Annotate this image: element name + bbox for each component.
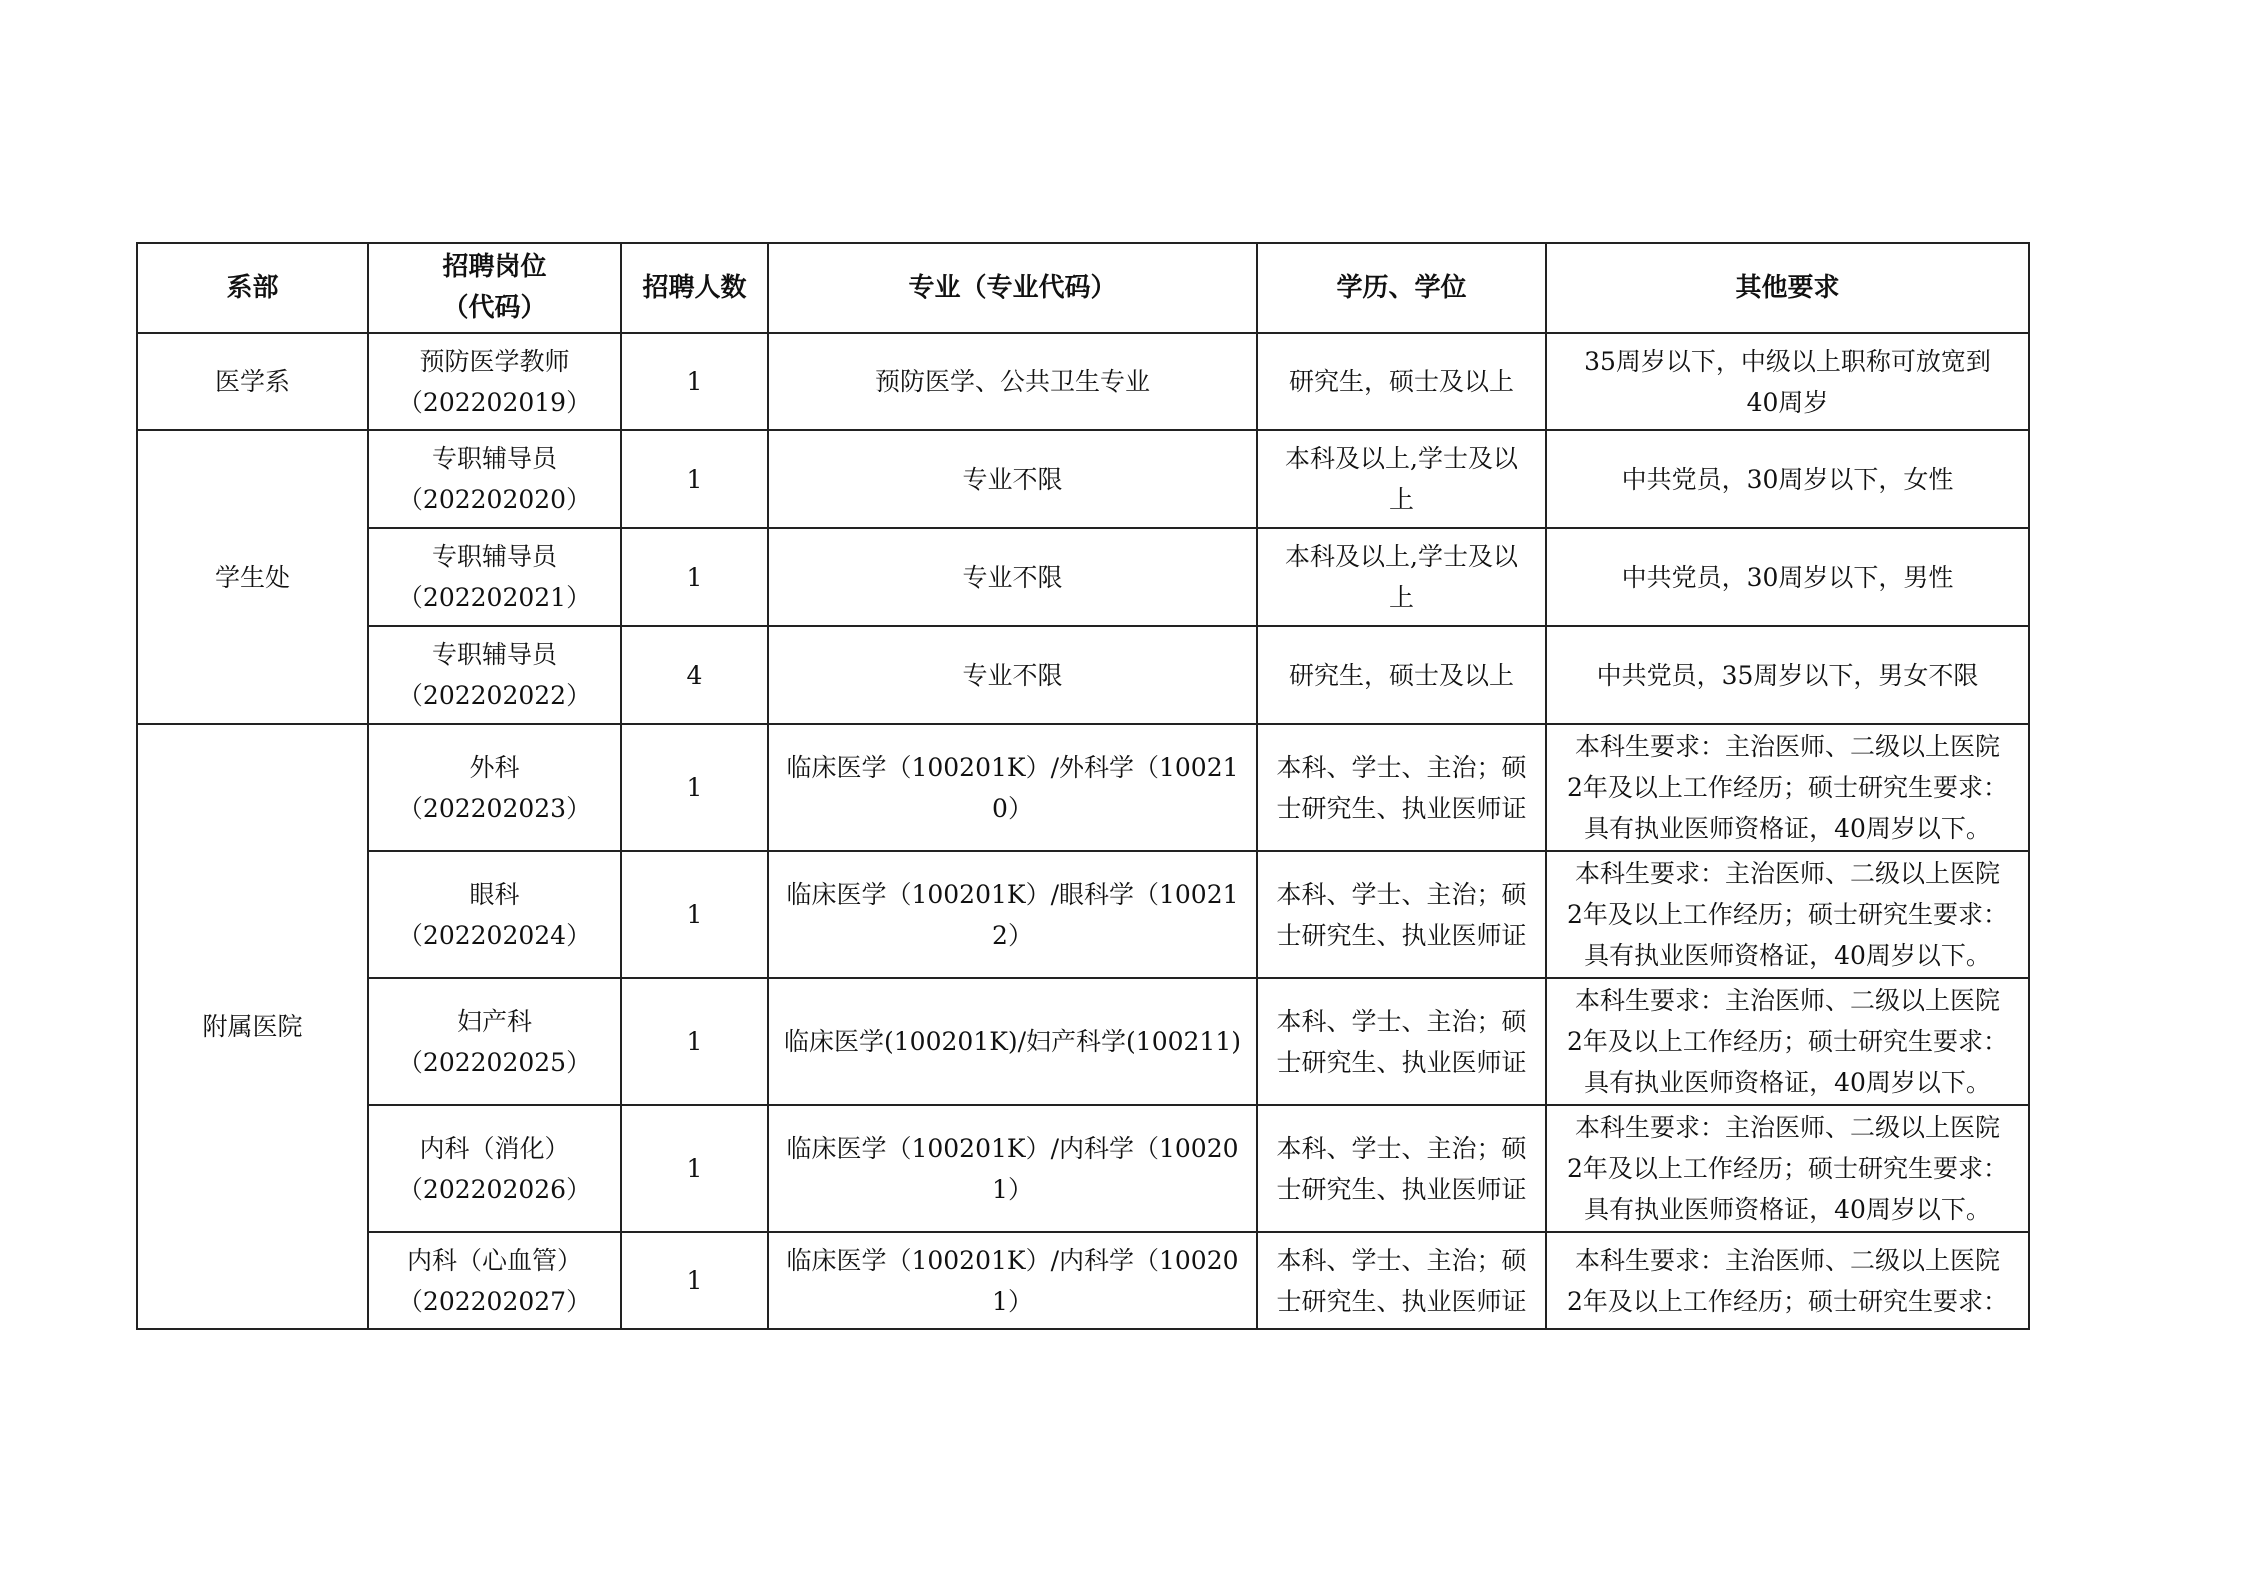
header-position-code: （代码） [442, 293, 547, 323]
major-cell: 临床医学（100201K）/眼科学（100212） [768, 851, 1257, 978]
position-cell [368, 528, 621, 626]
major-cell: 临床医学（100201K）/外科学（100210） [768, 724, 1257, 851]
other-cell: 中共党员，30周岁以下，男性 [1546, 528, 2029, 626]
table-row [137, 528, 2029, 626]
count-cell: 1 [621, 1105, 768, 1232]
count-cell: 1 [621, 528, 768, 626]
position-code: （202202022） [397, 681, 592, 710]
other-cell [1546, 851, 2029, 978]
other-cell [1546, 1105, 2029, 1232]
major-cell: 专业不限 [768, 626, 1257, 724]
education-line: 本科及以上,学士及以 [1285, 444, 1518, 473]
position-code: （202202020） [397, 485, 592, 514]
position-name: 专职辅导员 [431, 444, 557, 473]
count-cell: 1 [621, 978, 768, 1105]
header-education: 学历、学位 [1257, 243, 1546, 333]
count-cell: 1 [621, 333, 768, 430]
major-cell: 专业不限 [768, 430, 1257, 528]
education-cell [1257, 1105, 1546, 1232]
position-code: （202202024） [397, 920, 592, 950]
education-line: 本科、学士、主治；硕 [1276, 879, 1527, 909]
header-position-name: 招聘岗位 [442, 252, 547, 282]
other-line: 2年及以上工作经历；硕士研究生要求： [1567, 1154, 2008, 1183]
other-cell [1546, 978, 2029, 1105]
major-cell: 临床医学（100201K）/内科学（100201） [768, 1105, 1257, 1232]
education-line: 士研究生、执业医师证 [1276, 1286, 1527, 1316]
table-row [137, 333, 2029, 430]
position-code: （202202021） [397, 583, 592, 612]
other-cell [1546, 1232, 2029, 1329]
other-line: 35周岁以下，中级以上职称可放宽到 [1584, 346, 1991, 376]
position-code: （202202019） [397, 387, 592, 417]
education-line: 本科及以上,学士及以 [1285, 542, 1518, 571]
dept-cell-hospital: 附属医院 [137, 724, 368, 1329]
other-line: 本科生要求：主治医师、二级以上医院 [1574, 1245, 2000, 1275]
dept-cell-medical: 医学系 [137, 333, 368, 430]
education-line: 本科、学士、主治；硕 [1276, 1133, 1527, 1163]
count-cell: 1 [621, 851, 768, 978]
education-line: 本科、学士、主治；硕 [1276, 752, 1527, 782]
count-cell: 1 [621, 1232, 768, 1329]
other-line: 本科生要求：主治医师、二级以上医院 [1574, 732, 2000, 761]
education-line: 本科、学士、主治；硕 [1276, 1245, 1527, 1275]
education-cell: 研究生，硕士及以上 [1257, 333, 1546, 430]
major-cell: 专业不限 [768, 528, 1257, 626]
dept-cell-student: 学生处 [137, 430, 368, 724]
other-line: 2年及以上工作经历；硕士研究生要求： [1567, 900, 2008, 929]
education-cell [1257, 724, 1546, 851]
header-other: 其他要求 [1546, 243, 2029, 333]
other-cell [1546, 333, 2029, 430]
position-name: 外科 [469, 752, 520, 782]
other-cell [1546, 724, 2029, 851]
position-name: 内科（消化） [419, 1133, 570, 1163]
count-cell: 4 [621, 626, 768, 724]
major-cell: 临床医学（100201K）/内科学（100201） [768, 1232, 1257, 1329]
recruitment-table [136, 242, 2030, 1330]
education-cell [1257, 1232, 1546, 1329]
education-line: 上 [1388, 485, 1414, 514]
table-row [137, 430, 2029, 528]
education-line: 士研究生、执业医师证 [1276, 1047, 1527, 1077]
position-name: 妇产科 [456, 1006, 532, 1036]
position-cell [368, 978, 621, 1105]
position-cell [368, 626, 621, 724]
header-position [368, 243, 621, 333]
header-row [137, 243, 2029, 333]
education-line: 士研究生、执业医师证 [1276, 793, 1527, 823]
other-line: 具有执业医师资格证，40周岁以下。 [1584, 814, 1991, 843]
position-code: （202202023） [397, 793, 592, 823]
other-line: 具有执业医师资格证，40周岁以下。 [1584, 941, 1991, 970]
education-line: 本科、学士、主治；硕 [1276, 1006, 1527, 1036]
position-code: （202202027） [397, 1286, 592, 1316]
table-row [137, 724, 2029, 851]
major-cell: 临床医学(100201K)/妇产科学(100211) [768, 978, 1257, 1105]
position-code: （202202026） [397, 1174, 592, 1204]
count-cell: 1 [621, 430, 768, 528]
table-row [137, 1105, 2029, 1232]
table-row [137, 626, 2029, 724]
education-line: 上 [1388, 583, 1414, 612]
other-cell: 中共党员，35周岁以下，男女不限 [1546, 626, 2029, 724]
major-cell: 预防医学、公共卫生专业 [768, 333, 1257, 430]
position-cell [368, 333, 621, 430]
position-code: （202202025） [397, 1047, 592, 1077]
position-cell [368, 851, 621, 978]
other-line: 本科生要求：主治医师、二级以上医院 [1574, 1113, 2000, 1142]
position-name: 内科（心血管） [406, 1245, 582, 1275]
education-cell [1257, 851, 1546, 978]
other-line: 具有执业医师资格证，40周岁以下。 [1584, 1195, 1991, 1224]
other-line: 具有执业医师资格证，40周岁以下。 [1584, 1068, 1991, 1097]
header-count: 招聘人数 [621, 243, 768, 333]
table-row [137, 1232, 2029, 1329]
other-line: 2年及以上工作经历；硕士研究生要求： [1567, 1027, 2008, 1056]
education-cell [1257, 528, 1546, 626]
other-line: 本科生要求：主治医师、二级以上医院 [1574, 859, 2000, 888]
table-row [137, 978, 2029, 1105]
education-cell [1257, 430, 1546, 528]
position-name: 专职辅导员 [431, 640, 557, 669]
education-line: 士研究生、执业医师证 [1276, 920, 1527, 950]
table-row [137, 851, 2029, 978]
position-cell [368, 430, 621, 528]
education-line: 士研究生、执业医师证 [1276, 1174, 1527, 1204]
position-name: 预防医学教师 [419, 346, 570, 376]
count-cell: 1 [621, 724, 768, 851]
other-line: 40周岁 [1746, 387, 1829, 417]
other-line: 2年及以上工作经历；硕士研究生要求： [1567, 1286, 2008, 1316]
position-name: 眼科 [469, 879, 520, 909]
position-cell [368, 1105, 621, 1232]
education-cell [1257, 978, 1546, 1105]
other-cell: 中共党员，30周岁以下，女性 [1546, 430, 2029, 528]
position-cell [368, 724, 621, 851]
position-name: 专职辅导员 [431, 542, 557, 571]
header-major: 专业（专业代码） [768, 243, 1257, 333]
other-line: 本科生要求：主治医师、二级以上医院 [1574, 986, 2000, 1015]
position-cell [368, 1232, 621, 1329]
other-line: 2年及以上工作经历；硕士研究生要求： [1567, 773, 2008, 802]
education-cell: 研究生，硕士及以上 [1257, 626, 1546, 724]
header-dept: 系部 [137, 243, 368, 333]
